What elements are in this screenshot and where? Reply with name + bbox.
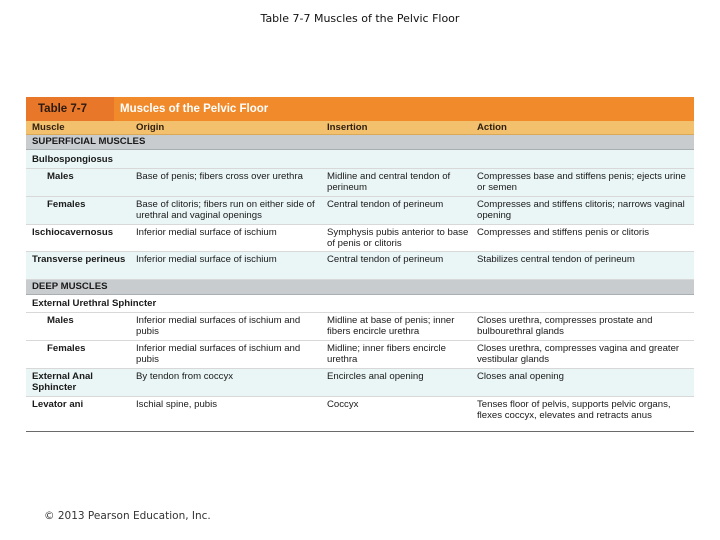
table-row bbox=[26, 197, 694, 225]
group-row-bulbospongiosus bbox=[26, 150, 694, 169]
column-header-row bbox=[26, 121, 694, 135]
action-cell: Compresses and stiffens clitoris; narrows vaginal opening bbox=[477, 199, 685, 221]
muscle-cell: Males bbox=[47, 315, 74, 326]
origin-cell: Inferior medial surface of ischium bbox=[136, 254, 277, 265]
table-number: Table 7-7 bbox=[26, 97, 114, 121]
column-header-insertion: Insertion bbox=[327, 122, 368, 133]
section-row-deep bbox=[26, 280, 694, 295]
section-heading: SUPERFICIAL MUSCLES bbox=[32, 136, 146, 147]
group-row-external-urethral bbox=[26, 295, 694, 313]
muscle-cell: Males bbox=[47, 171, 74, 182]
action-cell: Tenses floor of pelvis, supports pelvic organs, flexes coccyx, elevates and retracts anus bbox=[477, 399, 671, 421]
insertion-cell: Midline; inner fibers encircle urethra bbox=[327, 343, 446, 365]
origin-cell: Base of clitoris; fibers run on either side of urethral and vaginal openings bbox=[136, 199, 315, 221]
muscle-cell: Ischiocavernosus bbox=[32, 227, 114, 238]
copyright-footer: © 2013 Pearson Education, Inc. bbox=[44, 510, 211, 522]
muscle-cell: Females bbox=[47, 343, 86, 354]
column-header-muscle: Muscle bbox=[32, 122, 65, 133]
action-cell: Compresses and stiffens penis or clitoris bbox=[477, 227, 650, 238]
table-row bbox=[26, 397, 694, 426]
muscle-cell: External Anal Sphincter bbox=[32, 371, 93, 393]
section-row-superficial bbox=[26, 135, 694, 150]
group-label: External Urethral Sphincter bbox=[32, 298, 157, 309]
muscles-table bbox=[26, 97, 694, 432]
insertion-cell: Central tendon of perineum bbox=[327, 254, 444, 265]
insertion-cell: Symphysis pubis anterior to base of penis or clitoris bbox=[327, 227, 469, 249]
table-row bbox=[26, 369, 694, 397]
insertion-cell: Coccyx bbox=[327, 399, 359, 410]
section-heading: DEEP MUSCLES bbox=[32, 281, 108, 292]
action-cell: Compresses base and stiffens penis; ejects urine or semen bbox=[477, 171, 686, 193]
origin-cell: Inferior medial surface of ischium bbox=[136, 227, 277, 238]
table-header-bar bbox=[26, 97, 694, 121]
table-row bbox=[26, 225, 694, 252]
origin-cell: By tendon from coccyx bbox=[136, 371, 234, 382]
insertion-cell: Central tendon of perineum bbox=[327, 199, 444, 210]
table-row bbox=[26, 341, 694, 369]
origin-cell: Inferior medial surfaces of ischium and pubis bbox=[136, 343, 301, 365]
origin-cell: Base of penis; fibers cross over urethra bbox=[136, 171, 303, 182]
column-header-action: Action bbox=[477, 122, 507, 133]
action-cell: Closes urethra, compresses prostate and bulbourethral glands bbox=[477, 315, 653, 337]
table-row bbox=[26, 169, 694, 197]
table-title: Muscles of the Pelvic Floor bbox=[120, 103, 269, 115]
group-label: Bulbospongiosus bbox=[32, 154, 114, 165]
table-row bbox=[26, 313, 694, 341]
insertion-cell: Midline and central tendon of perineum bbox=[327, 171, 451, 193]
muscle-cell: Females bbox=[47, 199, 86, 210]
action-cell: Closes anal opening bbox=[477, 371, 564, 382]
insertion-cell: Midline at base of penis; inner fibers encircle urethra bbox=[327, 315, 455, 337]
insertion-cell: Encircles anal opening bbox=[327, 371, 424, 382]
slide-title: Table 7-7 Muscles of the Pelvic Floor bbox=[260, 12, 460, 25]
origin-cell: Ischial spine, pubis bbox=[136, 399, 218, 410]
action-cell: Stabilizes central tendon of perineum bbox=[477, 254, 635, 265]
column-header-origin: Origin bbox=[136, 122, 165, 133]
muscle-cell: Transverse perineus bbox=[32, 254, 126, 265]
muscle-cell: Levator ani bbox=[32, 399, 84, 410]
origin-cell: Inferior medial surfaces of ischium and pubis bbox=[136, 315, 301, 337]
action-cell: Closes urethra, compresses vagina and greater vestibular glands bbox=[477, 343, 680, 365]
table-row bbox=[26, 252, 694, 280]
